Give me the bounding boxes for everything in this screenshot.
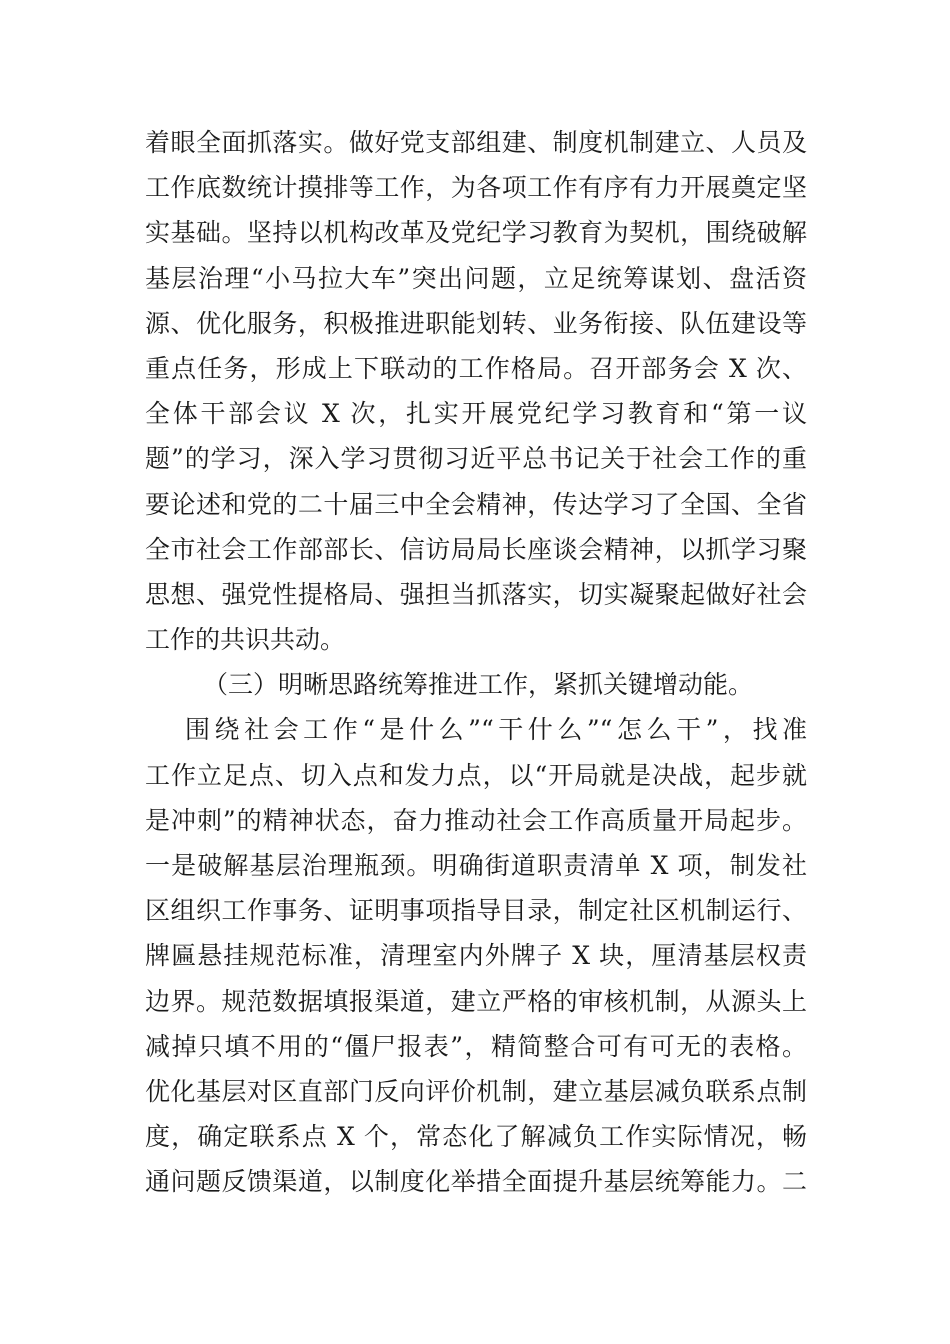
text-line: 区组织工作事务、证明事项指导目录，制定社区机制运行、: [145, 896, 807, 926]
text-line: 通问题反馈渠道，以制度化举措全面提升基层统筹能力。二: [145, 1167, 807, 1197]
text-line: 是冲刺”的精神状态，奋力推动社会工作高质量开局起步。: [145, 805, 807, 835]
text-line: 思想、强党性提格局、强担当抓落实，切实凝聚起做好社会: [145, 579, 807, 609]
text-line: 工作立足点、切入点和发力点，以“开局就是决战，起步就: [145, 760, 807, 790]
body-text: [145, 120, 807, 1205]
text-line: 实基础。坚持以机构改革及党纪学习教育为契机，围绕破解: [145, 218, 807, 248]
text-line: 基层治理“小马拉大车”突出问题，立足统筹谋划、盘活资: [145, 263, 807, 293]
text-line: 着眼全面抓落实。做好党支部组建、制度机制建立、人员及: [145, 128, 807, 157]
text-line: 一是破解基层治理瓶颈。明确街道职责清单 X 项，制发社: [145, 851, 807, 880]
text-line: 题”的学习，深入学习贯彻习近平总书记关于社会工作的重: [145, 444, 807, 474]
text-line: 全体干部会议 X 次，扎实开展党纪学习教育和“第一议: [145, 399, 807, 429]
text-line: 重点任务，形成上下联动的工作格局。召开部务会 X 次、: [145, 353, 807, 383]
text-line: 要论述和党的二十届三中全会精神，传达学习了全国、全省: [145, 489, 807, 519]
text-line: 围绕社会工作“是什么”“干什么”“怎么干”，找准: [185, 715, 807, 745]
section-heading: （三）明晰思路统筹推进工作，紧抓关键增动能。: [203, 670, 754, 700]
text-line: 全市社会工作部部长、信访局局长座谈会精神，以抓学习聚: [145, 534, 807, 564]
text-line: 减掉只填不用的“僵尸报表”，精简整合可有可无的表格。: [145, 1031, 807, 1061]
text-line: 工作的共识共动。: [145, 625, 346, 655]
text-line: 优化基层对区直部门反向评价机制，建立基层减负联系点制: [145, 1076, 807, 1106]
text-line: 源、优化服务，积极推进职能划转、业务衔接、队伍建设等: [145, 308, 807, 338]
text-line: 边界。规范数据填报渠道，建立严格的审核机制，从源头上: [145, 986, 807, 1016]
text-line: 工作底数统计摸排等工作，为各项工作有序有力开展奠定坚: [145, 173, 807, 203]
text-line: 度，确定联系点 X 个，常态化了解减负工作实际情况，畅: [145, 1122, 807, 1152]
text-line: 牌匾悬挂规范标准，清理室内外牌子 X 块，厘清基层权责: [145, 941, 807, 971]
